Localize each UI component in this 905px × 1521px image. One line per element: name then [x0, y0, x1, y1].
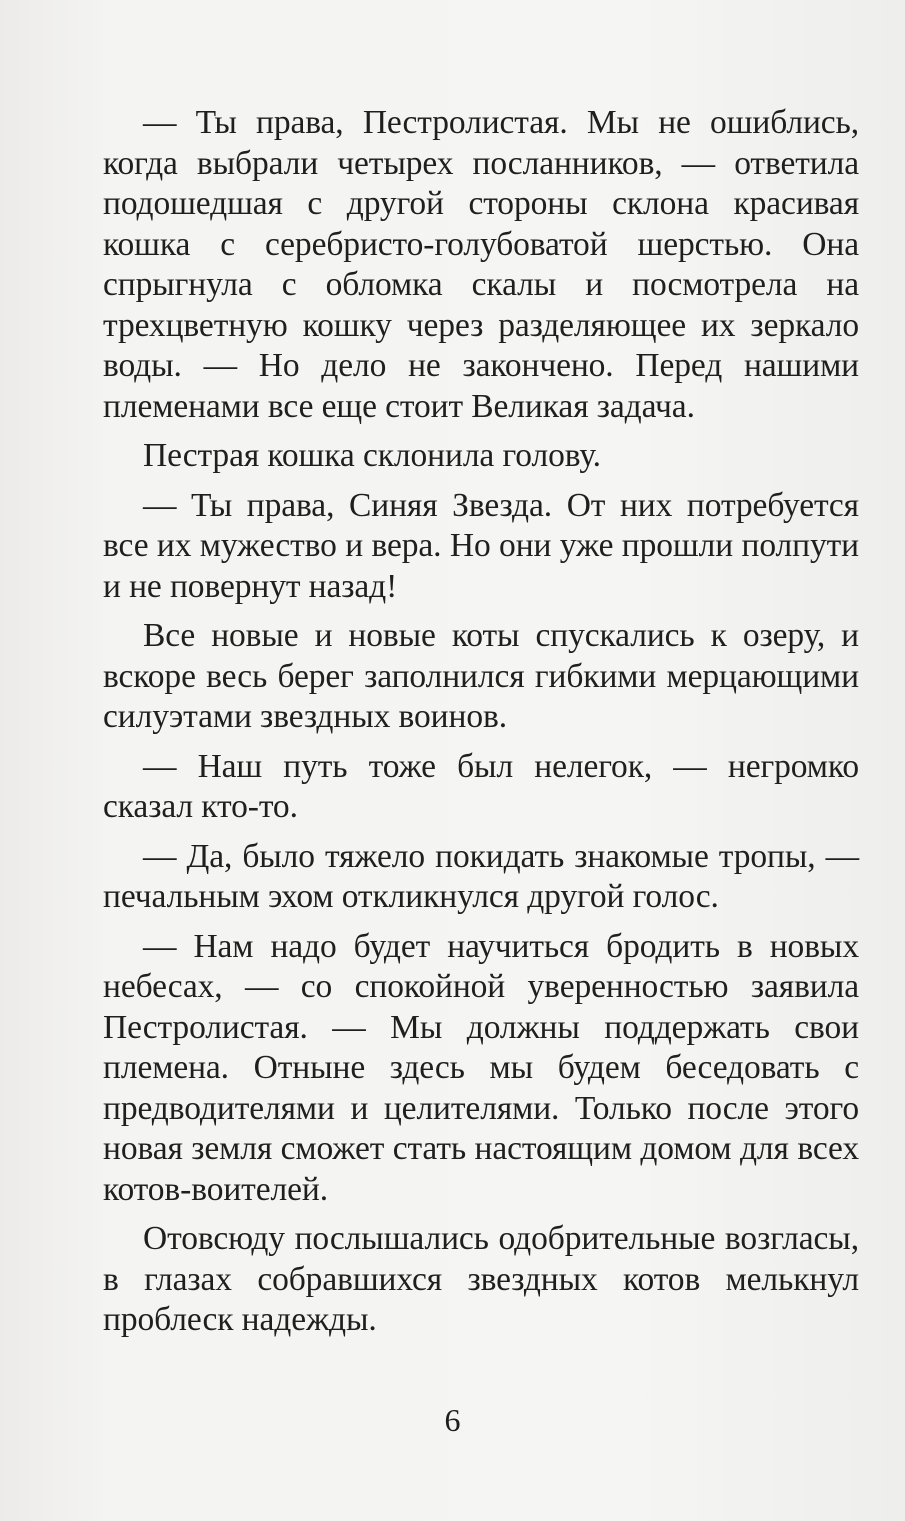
paragraph-4: Все новые и новые коты спускались к озеру, и вскоре весь берег заполнился гибкими мерцающими силуэтами звездных воинов. [103, 617, 859, 735]
paragraph-7: — Нам надо будет научиться бродить в новых небесах, — со спокойной уверенностью заявила Пестролистая. — Мы должны поддержать свои племена. Отныне здесь мы будем беседовать с предводителями и целителями. Только после этого новая земля сможет стать настоящим домом для всех котов-воителей. [103, 927, 859, 1208]
paragraph-8: Отовсюду послышались одобрительные возгласы, в глазах собравшихся звездных котов мелькнул проблеск надежды. [103, 1220, 859, 1338]
paragraph-2: Пестрая кошка склонила голову. [143, 437, 601, 474]
paragraph-3: — Ты права, Синяя Звезда. От них потребуется все их мужество и вера. Но они уже прошли полпути и не повернут назад! [103, 486, 859, 605]
page-number: 6 [444, 1402, 461, 1438]
paragraph-6: — Да, было тяжело покидать знакомые тропы, — печальным эхом откликнулся другой голос. [103, 837, 859, 915]
paragraph-5: — Наш путь тоже был нелегок, — негромко сказал кто-то. [103, 747, 859, 825]
body-text [103, 103, 859, 1350]
paragraph-1: — Ты права, Пестролистая. Мы не ошиблись, когда выбрали четырех посланников, — ответила подошедшая с другой стороны склона красивая кошка с серебристо-голубоватой шерстью. Она спрыгнула с обломка скалы и посмотрела на трехцветную кошку через разделяющее их зеркало воды. — Но дело не закончено. Перед нашими племенами все еще стоит Великая задача. [103, 104, 859, 425]
